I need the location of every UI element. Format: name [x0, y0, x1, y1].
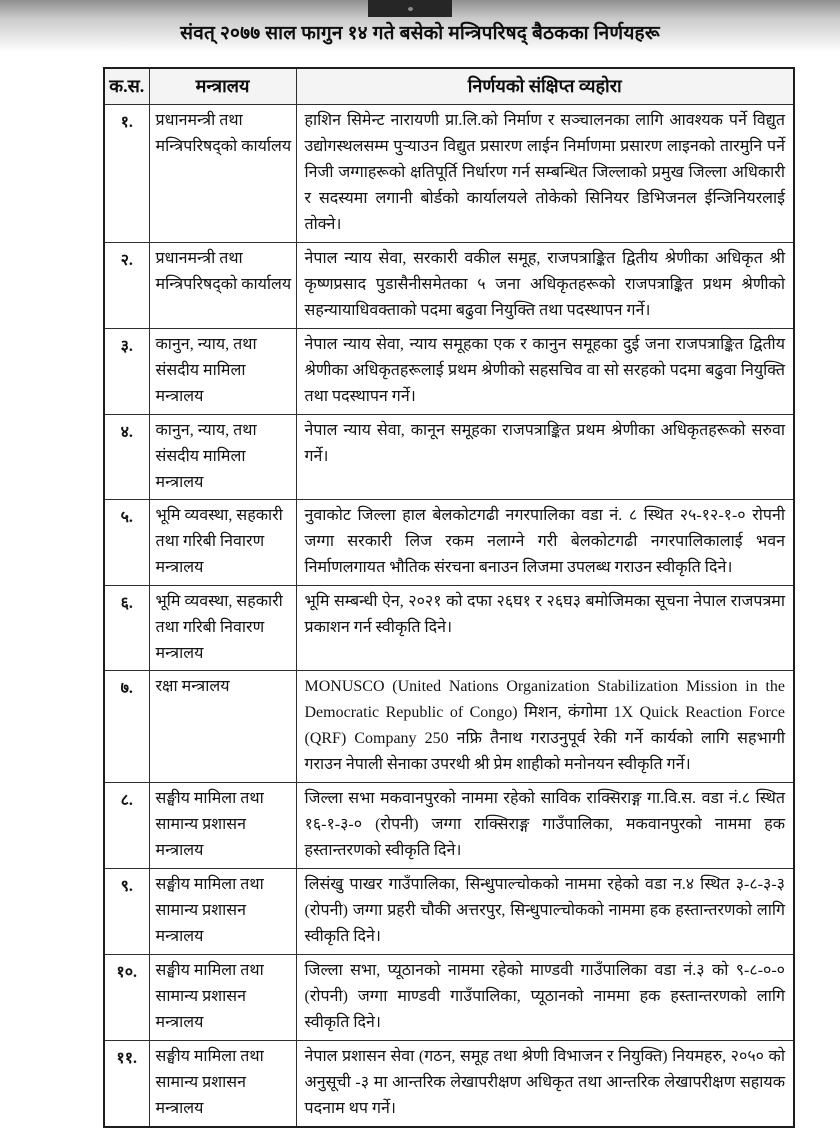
serial-number-cell: १०. — [104, 955, 149, 1041]
decision-cell: लिसंखु पाखर गाउँपालिका, सिन्धुपाल्चोकको नाममा रहेको वडा न.४ स्थित ३-८-३-३ (रोपनी) जग्गा प्रहरी चौकी अत्तरपुर, सिन्धुपाल्चोकको नाममा हक हस्तान्तरणको लागि स्वीकृति दिने। — [296, 869, 794, 955]
decision-cell: जिल्ला सभा मकवानपुरको नाममा रहेको साविक राक्सिराङ्ग गा.वि.स. वडा नं.८ स्थित १६-१-३-० (रोपनी) जग्गा राक्सिराङ्ग गाउँपालिका, मकवानपुरको नाममा हक हस्तान्तरणको स्वीकृति दिने। — [296, 783, 794, 869]
table-row — [104, 415, 794, 500]
table-row — [104, 586, 794, 671]
table-row — [104, 1041, 794, 1128]
serial-number-cell: ८. — [104, 783, 149, 869]
serial-number-cell: ३. — [104, 329, 149, 415]
serial-number-cell: ७. — [104, 671, 149, 783]
ministry-cell: कानुन, न्याय, तथा संसदीय मामिला मन्त्रालय — [149, 329, 296, 415]
table-row — [104, 955, 794, 1041]
table-row — [104, 243, 794, 329]
decision-cell: नेपाल प्रशासन सेवा (गठन, समूह तथा श्रेणी विभाजन र नियुक्ति) नियमहरु, २०५० को अनुसूची -३ मा आन्तरिक लेखापरीक्षण अधिकृत तथा आन्तरिक लेखापरीक्षण सहायक पदनाम थप गर्ने। — [296, 1041, 794, 1128]
ministry-cell: प्रधानमन्त्री तथा मन्त्रिपरिषद्को कार्यालय — [149, 105, 296, 243]
decision-cell: भूमि सम्बन्धी ऐन, २०२१ को दफा २६घ१ र २६घ३ बमोजिमका सूचना नेपाल राजपत्रमा प्रकाशन गर्न स्वीकृति दिने। — [296, 586, 794, 671]
decision-cell: नेपाल न्याय सेवा, कानून समूहका राजपत्राङ्कित प्रथम श्रेणीका अधिकृतहरूको सरुवा गर्ने। — [296, 415, 794, 500]
serial-number-cell: ९. — [104, 869, 149, 955]
serial-number-cell: १. — [104, 105, 149, 243]
decisions-table-body — [104, 105, 794, 1128]
page-title: संवत् २०७७ साल फागुन १४ गते बसेको मन्त्रिपरिषद् बैठकका निर्णयहरू — [180, 23, 660, 44]
ministry-cell: रक्षा मन्त्रालय — [149, 671, 296, 783]
header-serial-number: क.स. — [104, 68, 149, 105]
decisions-table — [103, 67, 795, 1128]
table-row — [104, 869, 794, 955]
ministry-cell: प्रधानमन्त्री तथा मन्त्रिपरिषद्को कार्यालय — [149, 243, 296, 329]
decision-cell: नेपाल न्याय सेवा, न्याय समूहका एक र कानुन समूहका दुई जना राजपत्राङ्कित द्वितीय श्रेणीका अधिकृतहरूलाई प्रथम श्रेणीको सहसचिव वा सो सरहको पदमा बढुवा नियुक्ति तथा पदस्थापन गर्ने। — [296, 329, 794, 415]
serial-number-cell: ११. — [104, 1041, 149, 1128]
decisions-table-container — [103, 67, 793, 1128]
table-row — [104, 329, 794, 415]
ministry-cell: सङ्घीय मामिला तथा सामान्य प्रशासन मन्त्रालय — [149, 1041, 296, 1128]
header-decision-summary: निर्णयको संक्षिप्त व्यहोरा — [296, 68, 794, 105]
ministry-cell: भूमि व्यवस्था, सहकारी तथा गरिबी निवारण मन्त्रालय — [149, 586, 296, 671]
ministry-cell: सङ्घीय मामिला तथा सामान्य प्रशासन मन्त्रालय — [149, 955, 296, 1041]
scan-artifact-bar — [368, 0, 452, 17]
table-row — [104, 105, 794, 243]
decision-cell: नुवाकोट जिल्ला हाल बेलकोटगढी नगरपालिका वडा नं. ८ स्थित २५-१२-१-० रोपनी जग्गा सरकारी लिज रकम नलाग्ने गरी बेलकोटगढी नगरपालिकालाई भवन निर्माणलगायत भौतिक संरचना बनाउन लिजमा उपलब्ध गराउन स्वीकृति दिने। — [296, 500, 794, 586]
table-header-row — [104, 68, 794, 105]
serial-number-cell: ४. — [104, 415, 149, 500]
ministry-cell: भूमि व्यवस्था, सहकारी तथा गरिबी निवारण मन्त्रालय — [149, 500, 296, 586]
ministry-cell: कानुन, न्याय, तथा संसदीय मामिला मन्त्रालय — [149, 415, 296, 500]
scan-artifact-dot — [408, 7, 413, 11]
header-ministry: मन्त्रालय — [149, 68, 296, 105]
table-row — [104, 783, 794, 869]
table-row — [104, 671, 794, 783]
ministry-cell: सङ्घीय मामिला तथा सामान्य प्रशासन मन्त्रालय — [149, 783, 296, 869]
ministry-cell: सङ्घीय मामिला तथा सामान्य प्रशासन मन्त्रालय — [149, 869, 296, 955]
decision-cell: MONUSCO (United Nations Organization Stabilization Mission in the Democratic Republic of Congo) मिशन, कंगोमा 1X Quick Reaction Force (QRF) Company 250 नफ्रि तैनाथ गराउनुपूर्व रेकी गर्ने कार्यको लागि सहभागी गराउन नेपाली सेनाका उपरथी श्री प्रेम शाहीको मनोनयन स्वीकृति गर्ने। — [296, 671, 794, 783]
serial-number-cell: ५. — [104, 500, 149, 586]
decision-cell: जिल्ला सभा, प्यूठानको नाममा रहेको माण्डवी गाउँपालिका वडा नं.३ को ९-८-०-० (रोपनी) जग्गा माण्डवी गाउँपालिका, प्यूठानको नाममा हक हस्तान्तरणको लागि स्वीकृति दिने। — [296, 955, 794, 1041]
table-row — [104, 500, 794, 586]
decision-cell: हाशिन सिमेन्ट नारायणी प्रा.लि.को निर्माण र सञ्चालनका लागि आवश्यक पर्ने विद्युत उद्योगस्थलसम्म पुऱ्याउन विद्युत प्रसारण लाईन निर्माणमा प्रसारण लाइनको तारमुनि पर्ने निजी जग्गाहरूको क्षतिपूर्ति निर्धारण गर्न सम्बन्धित जिल्लाको प्रमुख जिल्ला अधिकारी र सदस्यमा लगानी बोर्डको कार्यालयले तोकेको सिनियर डिभिजनल ईन्जिनियरलाई तोक्ने। — [296, 105, 794, 243]
serial-number-cell: ६. — [104, 586, 149, 671]
serial-number-cell: २. — [104, 243, 149, 329]
decision-cell: नेपाल न्याय सेवा, सरकारी वकील समूह, राजपत्राङ्कित द्वितीय श्रेणीका अधिकृत श्री कृष्णप्रसाद पुडासैनीसमेतका ५ जना अधिकृतहरूको राजपत्राङ्कित प्रथम श्रेणीको सहन्यायाधिवक्ताको पदमा बढुवा नियुक्ति तथा पदस्थापन गर्ने। — [296, 243, 794, 329]
